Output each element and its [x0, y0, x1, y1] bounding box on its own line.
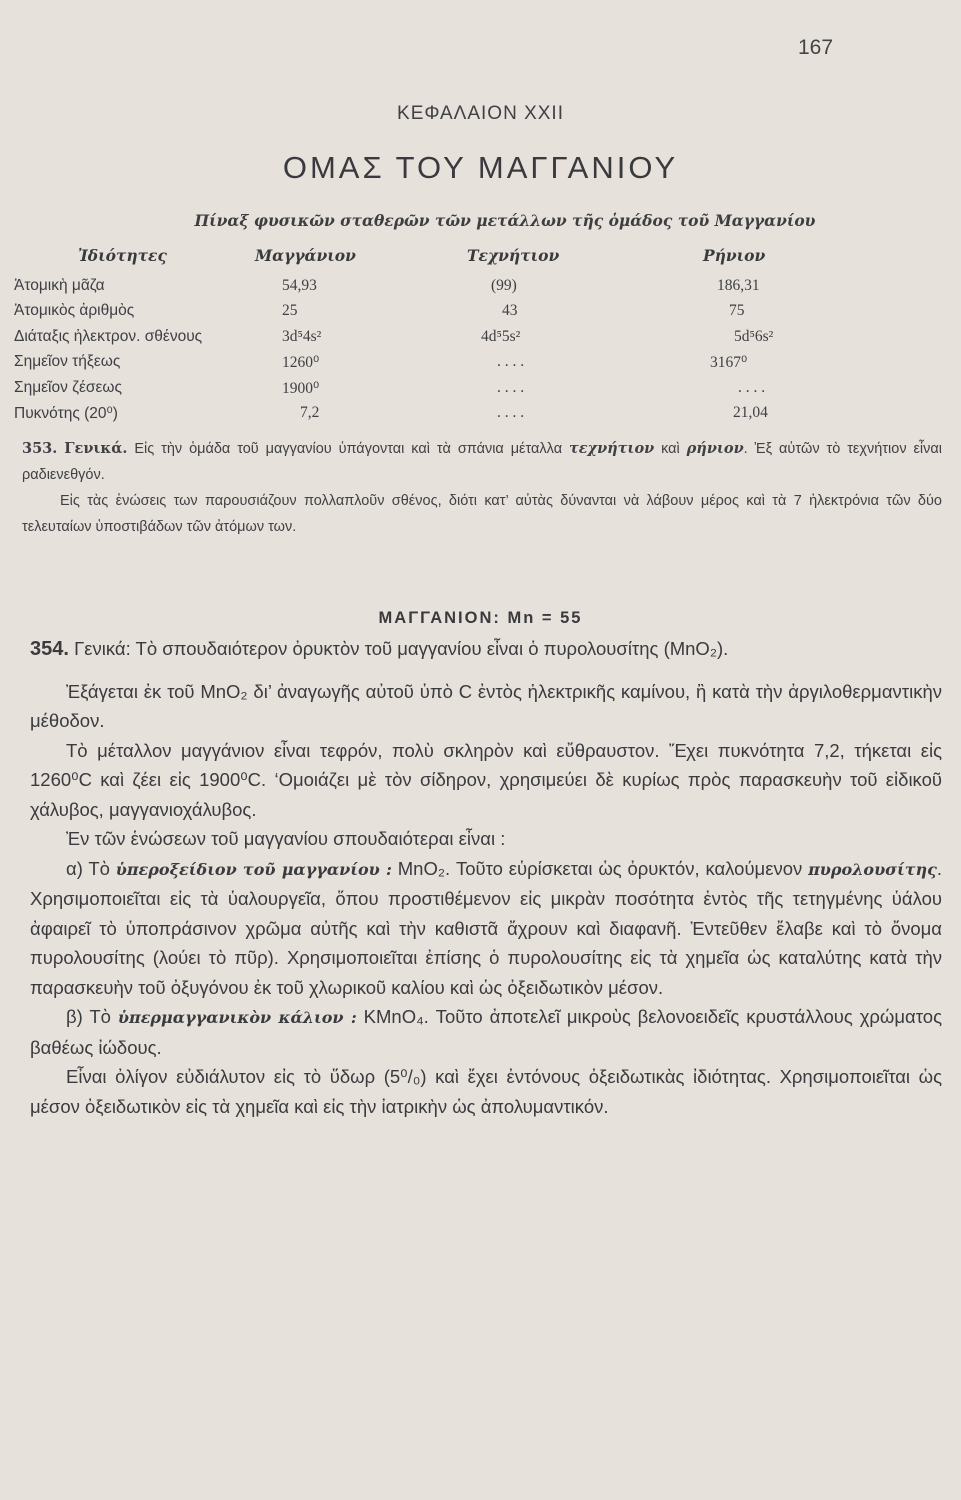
table-cell: 186,31: [717, 277, 760, 294]
term: πυρολουσίτης: [808, 859, 937, 879]
table-header-manganese: Μαγγάνιον: [255, 246, 356, 265]
paragraph: Εἶναι ὀλίγον εὐδιάλυτον εἰς τὸ ὕδωρ (5⁰/₀) καὶ ἔχει ἐντόνους ὀξειδωτικὰς ἰδιότητας. Χρησιμοποιεῖται ὡς μέσον ὀξειδωτικὸν εἰς τὰ χημεῖα καὶ εἰς τὴν ἰατρικὴν ὡς ἀπολυμαντικόν.: [30, 1066, 942, 1117]
table-row-label: Ἀτομικὸς ἀριθμὸς: [14, 302, 135, 319]
table-cell: . . . .: [497, 404, 525, 421]
table-cell: 3d⁵4s²: [282, 328, 322, 345]
table-cell: . . . .: [497, 379, 525, 396]
table-cell: 4d⁵5s²: [481, 328, 521, 345]
list-item: [30, 1002, 942, 1062]
table-cell: 21,04: [733, 404, 768, 421]
term: τεχνήτιον: [568, 440, 655, 457]
paragraph-text: KMnO₄. Τοῦτο ἀποτελεῖ μικροὺς βελονοειδεῖς κρυστάλλους χρώματος βαθέως ἰώδους.: [30, 1006, 942, 1058]
table-cell: 43: [502, 302, 518, 319]
paragraph-text: . Ἐξ αὐτῶν τὸ τεχνήτιον εἶναι ραδιενεθγόν.: [22, 441, 943, 483]
paragraph-text: καὶ: [654, 441, 687, 457]
paragraph-353-valence: Εἰς τὰς ἑνώσεις των παρουσιάζουν πολλαπλοῦν σθένος, διότι κατ’ αὐτὰς δύνανται νὰ λάβουν μέρος καὶ τὰ 7 ἠλεκτρόνια τῶν δύο τελευταίων ὑποστιβάδων τῶν ἀτόμων των.: [22, 493, 942, 535]
paragraph-text: MnO₂. Τοῦτο εὑρίσκεται ὡς ὀρυκτόν, καλούμενον: [391, 857, 809, 879]
section-number: 353.: [22, 440, 58, 457]
table-caption: Πίναξ φυσικῶν σταθερῶν τῶν μετάλλων τῆς ὁμάδος τοῦ Μαγγανίου: [194, 211, 816, 230]
paragraph-text: Τὸ σπουδαιότερον ὀρυκτὸν τοῦ μαγγανίου εἶναι ὁ πυρολουσίτης (MnO₂).: [130, 638, 729, 659]
page-number: 167: [798, 36, 834, 59]
table-cell: 7,2: [300, 404, 320, 421]
item-label: α) Τὸ: [66, 857, 116, 879]
table-header-properties: Ἰδιότητες: [78, 246, 167, 265]
table-cell: 1260⁰: [282, 354, 320, 371]
table-cell: 5d⁵6s²: [734, 328, 774, 345]
paragraph-353: [22, 436, 942, 488]
paragraph: [30, 634, 942, 665]
table-cell: 1900⁰: [282, 380, 320, 397]
paragraph: Ἐν τῶν ἑνώσεων τοῦ μαγγανίου σπουδαιότεραι εἶναι :: [66, 828, 506, 849]
page-title: ΟΜΑΣ ΤΟΥ ΜΑΓΓΑΝΙΟΥ: [282, 150, 679, 185]
section-number: 354.: [30, 638, 69, 660]
paragraph: Ἐξάγεται ἐκ τοῦ MnO₂ δι’ ἀναγωγῆς αὐτοῦ ὑπὸ C ἐντὸς ἠλεκτρικῆς καμίνου, ἢ κατὰ τὴν ἀργιλοθερμαντικὴν μέθοδον.: [30, 680, 942, 731]
table-cell: . . . .: [738, 379, 766, 396]
term: ὑπεροξείδιον τοῦ μαγγανίου :: [115, 859, 392, 879]
paragraph-text: Εἰς τὴν ὁμάδα τοῦ μαγγανίου ὑπάγονται καὶ τὰ σπάνια μέταλλα: [127, 441, 569, 457]
list-item: [30, 854, 942, 1003]
table-cell: (99): [491, 277, 517, 294]
term: ρήνιον: [686, 440, 744, 457]
table-cell: 25: [282, 302, 298, 319]
manganese-section-heading: ΜΑΓΓΑΝΙΟΝ: Mn = 55: [378, 609, 583, 627]
table-row-label: Σημεῖον τήξεως: [14, 353, 121, 370]
item-label: β) Τὸ: [66, 1006, 118, 1027]
section-heading-general: Γενικά.: [64, 440, 128, 457]
table-cell: 3167⁰: [710, 354, 748, 371]
paragraph: Τὸ μέταλλον μαγγάνιον εἶναι τεφρόν, πολὺ σκληρὸν καὶ εὔθραυστον. Ἔχει πυκνότητα 7,2, τήκεται εἰς 1260⁰C καὶ ζέει εἰς 1900⁰C. ‘Ομοιάζει μὲ τὸν σίδηρον, χρησιμεύει δὲ κυρίως πρὸς παρασκευὴν τοῦ εἰδικοῦ χάλυβος, μαγγανιοχάλυβος.: [30, 739, 942, 820]
table-cell: 75: [729, 302, 745, 319]
table-row-label: Πυκνότης (20⁰): [14, 405, 118, 422]
chapter-heading: ΚΕΦΑΛΑΙΟΝ XXII: [397, 103, 564, 124]
paragraph-354: [30, 634, 942, 1121]
table-cell: 54,93: [282, 277, 317, 294]
table-header-rhenium: Ρήνιον: [703, 246, 766, 265]
table-row-label: Ἀτομικὴ μᾶζα: [14, 277, 105, 294]
table-cell: . . . .: [497, 353, 525, 370]
table-row-label: Διάταξις ἠλεκτρον. σθένους: [14, 328, 203, 345]
table-row-label: Σημεῖον ζέσεως: [14, 379, 122, 396]
term: ὑπερμαγγανικὸν κάλιον :: [117, 1008, 357, 1027]
section-heading-general: Γενικά:: [74, 638, 131, 659]
paragraph-text: . Χρησιμοποιεῖται εἰς τὰ ὑαλουργεῖα, ὅπου προστιθέμενον εἰς μικρὰν ποσότητα ἐντὸς τῆς τετηγμένης ὑάλου ἀφαιρεῖ τὸ ὑποπράσινον χρῶμα αὐτῆς καὶ τὴν καθιστᾶ ἄχρουν καὶ διαφανῆ. Ἐντεῦθεν ἔλαβε καὶ τὸ ὄνομα πυρολουσίτης (λούει τὸ πῦρ). Χρησιμοποιεῖται ἐπίσης ὁ πυρολουσίτης εἰς τὰ χημεῖα ὡς καταλύτης κατὰ τὴν παρασκευὴν τοῦ ὀξυγόνου ἐκ τοῦ χλωρικοῦ καλίου καὶ ὡς ὀξειδωτικὸν μέσον.: [30, 857, 942, 998]
table-header-technetium: Τεχνήτιον: [467, 246, 560, 265]
